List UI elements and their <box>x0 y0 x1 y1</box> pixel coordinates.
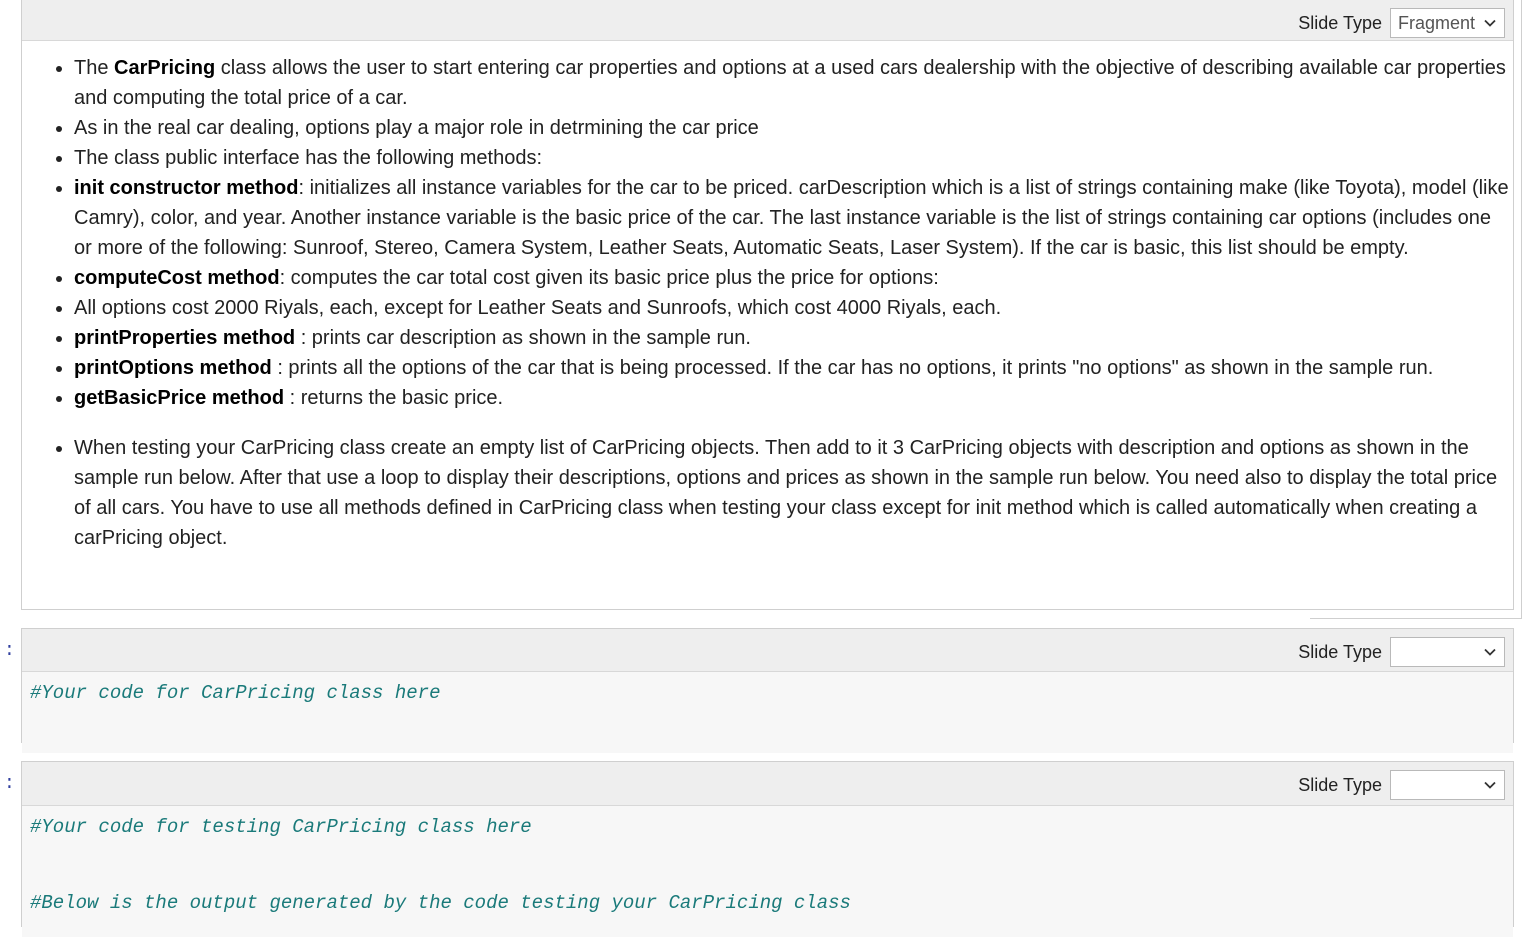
code-editor[interactable] <box>22 672 1513 753</box>
bullet-bold-term: getBasicPrice method <box>74 387 285 409</box>
bullet-item <box>74 53 1513 113</box>
slide-type-label: Slide Type <box>1298 12 1382 33</box>
cell-toolbar <box>22 762 1513 806</box>
bullet-list <box>22 53 1513 413</box>
bullet-text: The <box>74 57 115 79</box>
slide-type-control <box>1298 637 1505 667</box>
bullet-item <box>74 173 1513 263</box>
bullet-text: : returns the basic price. <box>284 387 504 409</box>
bullet-bold-term: CarPricing <box>114 57 216 79</box>
slide-type-select[interactable] <box>1390 8 1505 38</box>
bullet-item <box>74 143 1513 173</box>
slide-type-select[interactable] <box>1390 637 1505 667</box>
bullet-bold-term: printProperties method <box>74 327 296 349</box>
bullet-list-testing <box>22 433 1513 553</box>
bullet-bold-term: init constructor method <box>74 177 299 199</box>
cell-selection-border <box>1521 0 1522 619</box>
cell-toolbar <box>22 0 1513 41</box>
cell-prompt: : <box>4 774 15 794</box>
slide-type-control <box>1298 770 1505 800</box>
bullet-item <box>74 383 1513 413</box>
bullet-item <box>74 263 1513 293</box>
bullet-text: class allows the user to start entering car properties and options at a used cars dealership with the objective of describing available car properties and computing the total price of a car. <box>74 57 1506 109</box>
bullet-bold-term: printOptions method <box>74 357 272 379</box>
bullet-text: : prints car description as shown in the sample run. <box>295 327 751 349</box>
code-comment-line: #Below is the output generated by the code testing your CarPricing class <box>30 892 851 914</box>
markdown-cell[interactable] <box>21 0 1514 610</box>
code-comment-line: #Your code for CarPricing class here <box>30 682 441 704</box>
bullet-item <box>74 323 1513 353</box>
slide-type-control <box>1298 8 1505 38</box>
bullet-text: All options cost 2000 Riyals, each, except for Leather Seats and Sunroofs, which cost 4000 Riyals, each. <box>74 297 1002 319</box>
bullet-item <box>74 293 1513 323</box>
slide-type-label: Slide Type <box>1298 774 1382 795</box>
slide-type-label: Slide Type <box>1298 641 1382 662</box>
bullet-text: When testing your CarPricing class create an empty list of CarPricing objects. Then add to it 3 CarPricing objects with description and options as shown in the sample run below. After that use a loop to display their descriptions, options and prices as shown in the sample run below. You need also to display the total price of all cars. You have to use all methods defined in CarPricing class when testing your class except for init method which is called automatically when creating a carPricing object. <box>74 437 1498 549</box>
bullet-text: As in the real car dealing, options play a major role in detrmining the car price <box>74 117 759 139</box>
cell-prompt: : <box>4 641 15 661</box>
bullet-bold-term: computeCost method <box>74 267 280 289</box>
code-editor[interactable] <box>22 806 1513 937</box>
slide-type-select[interactable] <box>1390 770 1505 800</box>
bullet-text: : initializes all instance variables for the car to be priced. carDescription which is a list of strings containing make (like Toyota), model (like Camry), color, and year. Another instance variable is the basic price of the car. The last instance variable is the list of strings containing car options (includes one or more of the following: Sunroof, Stereo, Camera System, Leather Seats, Automatic Seats, Laser System). If the car is basic, this list should be empty. <box>74 177 1509 259</box>
chevron-down-icon <box>1482 15 1498 31</box>
code-cell-class[interactable] <box>21 628 1514 743</box>
code-comment-line: #Your code for testing CarPricing class here <box>30 816 532 838</box>
bullet-text: : computes the car total cost given its basic price plus the price for options: <box>279 267 939 289</box>
code-cell-testing[interactable] <box>21 761 1514 927</box>
cell-selection-border-bottom <box>1310 618 1522 619</box>
bullet-text: : prints all the options of the car that is being processed. If the car has no options, it prints "no options" as shown in the sample run. <box>271 357 1434 379</box>
cell-toolbar <box>22 629 1513 672</box>
chevron-down-icon <box>1482 777 1498 793</box>
chevron-down-icon <box>1482 644 1498 660</box>
markdown-content <box>22 41 1513 553</box>
code-blank-line <box>30 854 1505 892</box>
slide-type-value: Fragment <box>1398 12 1476 33</box>
bullet-item <box>74 433 1513 553</box>
bullet-item <box>74 113 1513 143</box>
bullet-item <box>74 353 1513 383</box>
bullet-text: The class public interface has the following methods: <box>74 147 543 169</box>
